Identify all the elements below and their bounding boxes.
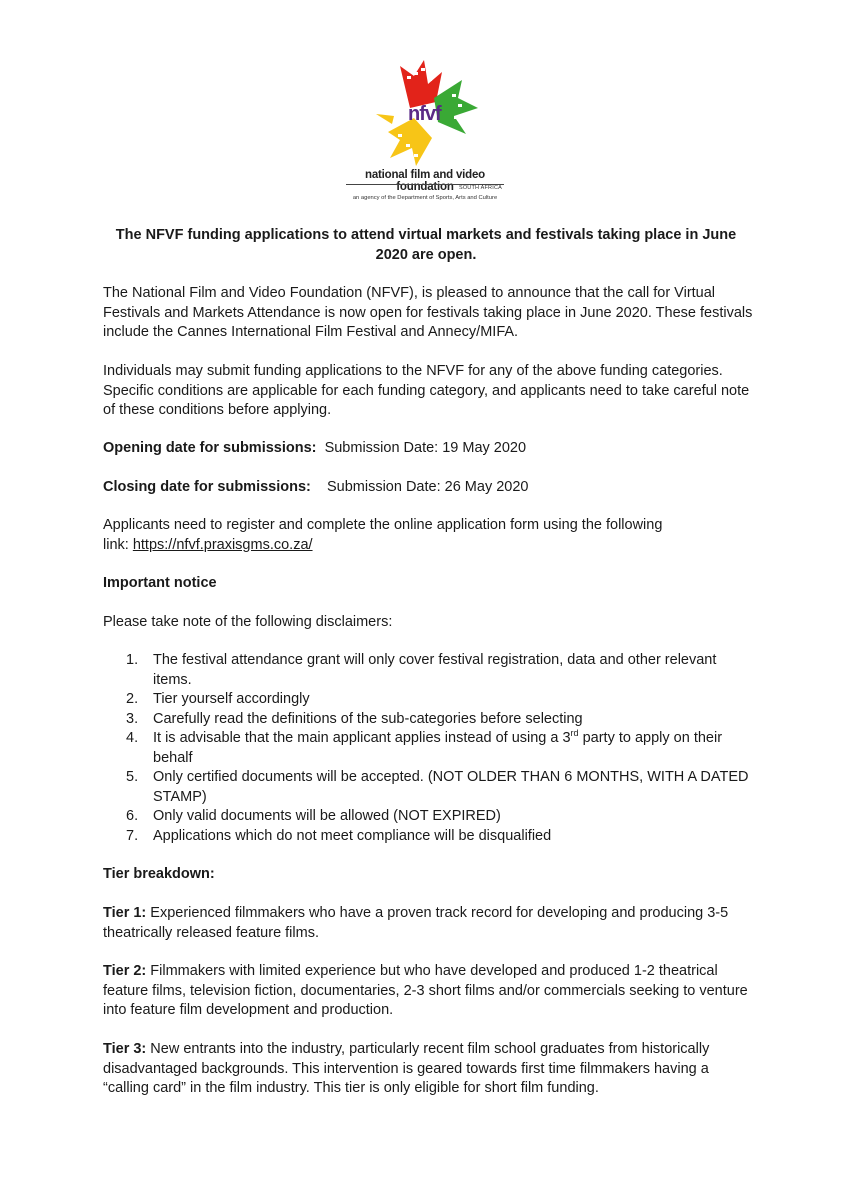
list-number: 4. (126, 730, 139, 746)
list-item (103, 827, 753, 847)
register-paragraph (103, 516, 683, 555)
list-number: 6. (126, 808, 139, 824)
opening-date-line (103, 439, 753, 459)
register-text: Applicants need to register and complete the online application form using the following link: (103, 517, 663, 553)
document-title: The NFVF funding applications to attend virtual markets and festivals taking place in June 2020 are open. (115, 227, 737, 263)
closing-date-label: Closing date for submissions: (103, 479, 311, 495)
tier-2-text: Filmmakers with limited experience but who have developed and produced 1-2 theatrical feature films, television fiction, documentaries, 2-3 short films and/or commercials seeking to venture into feature film development and production. (103, 963, 748, 1018)
opening-date-value: Submission Date: 19 May 2020 (324, 440, 527, 456)
nfvf-logo (340, 58, 510, 208)
svg-text:nfvf: nfvf (408, 103, 441, 125)
disclaimer-intro: Please take note of the following disclaimers: (103, 614, 393, 630)
list-item-text: Tier yourself accordingly (153, 691, 310, 707)
list-item (103, 729, 753, 768)
list-item-text: Only certified documents will be accepted. (NOT OLDER THAN 6 MONTHS, WITH A DATED STAMP) (153, 769, 749, 805)
list-number: 7. (126, 827, 139, 844)
list-item (103, 807, 753, 827)
tier-3-paragraph (103, 1040, 753, 1099)
disclaimer-list (103, 651, 753, 846)
tier-2-paragraph (103, 962, 753, 1021)
tier-3-text: New entrants into the industry, particularly recent film school graduates from historically disadvantaged backgrounds. This intervention is geared towards first time filmmakers having a “calling card” in the film industry. This tier is only eligible for short film funding. (103, 1041, 710, 1096)
closing-date-value: Submission Date: 26 May 2020 (326, 479, 529, 495)
list-item (103, 690, 753, 710)
ordinal-superscript: rd (570, 728, 579, 739)
list-item (103, 651, 753, 690)
tier-breakdown-heading: Tier breakdown: (103, 866, 215, 882)
list-item-text: The festival attendance grant will only cover festival registration, data and other relevant items. (153, 652, 717, 688)
list-item (103, 768, 753, 807)
tier-1-text: Experienced filmmakers who have a proven track record for developing and producing 3-5 theatrically released feature films. (103, 905, 729, 941)
list-item-text: Carefully read the definitions of the sub-categories before selecting (153, 710, 583, 727)
logo-agency-line: an agency of the Department of Sports, Arts and Culture (352, 195, 498, 201)
intro-paragraph: The National Film and Video Foundation (NFVF), is pleased to announce that the call for Virtual Festivals and Markets Attendance is now open for festivals taking place in June 2020. These festivals include the Cannes International Film Festival and Annecy/MIFA. (103, 285, 753, 340)
list-number: 1. (126, 652, 139, 668)
list-item (103, 710, 753, 730)
list-item-text: It is advisable that the main applicant applies instead of using a 3 (153, 730, 571, 746)
application-link[interactable]: https://nfvf.praxisgms.co.za/ (132, 536, 313, 553)
film-reel-star-icon (370, 58, 490, 168)
list-item-text-continued: party to apply on their behalf (153, 730, 723, 766)
list-item-text: Only valid documents will be allowed (NOT EXPIRED) (153, 808, 501, 824)
logo-subtitle: SOUTH AFRICA (458, 185, 502, 191)
tier-1-label: Tier 1: (103, 905, 147, 921)
tier-3-label: Tier 3: (103, 1041, 147, 1057)
opening-date-label: Opening date for submissions: (103, 440, 317, 456)
individuals-paragraph: Individuals may submit funding applications to the NFVF for any of the above funding categories. Specific conditions are applicable for each funding category, and applicants need to take careful note of these conditions before applying. (103, 363, 750, 418)
closing-date-line (103, 478, 753, 498)
tier-2-label: Tier 2: (103, 963, 147, 979)
list-number: 5. (126, 769, 139, 785)
list-number: 2. (126, 691, 139, 707)
important-notice-heading: Important notice (103, 575, 217, 591)
tier-1-paragraph (103, 904, 753, 943)
list-item-text: Applications which do not meet compliance will be disqualified (153, 827, 552, 844)
logo-name: national film and video foundation (365, 169, 485, 193)
list-number: 3. (126, 710, 139, 727)
